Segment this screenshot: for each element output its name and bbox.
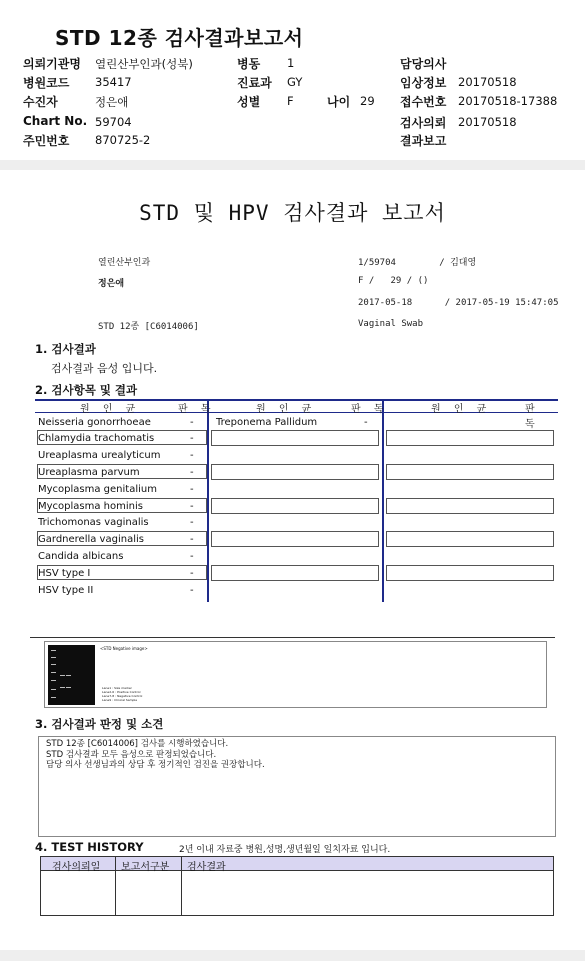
results-table xyxy=(35,399,558,602)
empty-row-box xyxy=(211,531,379,547)
value-sex: F xyxy=(287,94,294,108)
info-specimen: Vaginal Swab xyxy=(358,319,424,329)
value-requesting-institution: 열린산부인과(성북) xyxy=(95,57,193,71)
label-hospital-code: 병원코드 xyxy=(23,76,70,90)
pathogen-name: Trichomonas vaginalis xyxy=(38,517,149,528)
history-col-report-type: 보고서구분 xyxy=(121,862,170,873)
value-receipt-number: 20170518-17388 xyxy=(458,94,558,108)
info-chart-doctor: 1/59704 / 김대영 xyxy=(358,258,477,268)
finding-line: STD 검사결과 모두 음성으로 판정되었습니다. xyxy=(46,749,217,760)
section2-heading: 2. 검사항목 및 결과 xyxy=(35,383,138,397)
empty-row-box xyxy=(386,498,554,514)
pathogen-result: - xyxy=(190,534,194,545)
label-result-report: 결과보고 xyxy=(400,134,447,148)
gel-legend-item: Lane9 : Clinical Sample xyxy=(102,698,138,702)
pathogen-name: Ureaplasma urealyticum xyxy=(38,450,161,461)
info-clinic: 열린산부인과 xyxy=(98,258,151,268)
gel-legend-item: Lane2-6 : Positive Control xyxy=(102,690,141,694)
col-header-result-1: 판 독 xyxy=(178,404,216,415)
pathogen-result: - xyxy=(190,467,194,478)
value-clinical-info: 20170518 xyxy=(458,75,517,89)
pathogen-result: - xyxy=(190,551,194,562)
label-receipt-number: 접수번호 xyxy=(400,95,447,109)
pathogen-result: - xyxy=(190,484,194,495)
finding-line: 담당 의사 선생님과의 상담 후 정기적인 검진을 권장합니다. xyxy=(46,760,265,770)
history-col-result: 검사결과 xyxy=(187,862,226,873)
value-ward: 1 xyxy=(287,56,295,70)
empty-row-box xyxy=(386,430,554,446)
empty-row-box xyxy=(386,565,554,581)
gel-legend-item: Lane7-8 : Negative Control xyxy=(102,694,143,698)
section4-heading: 4. TEST HISTORY xyxy=(35,840,144,854)
value-test-request: 20170518 xyxy=(458,115,517,129)
gel-legend xyxy=(102,686,142,702)
label-chart-no: Chart No. xyxy=(23,114,88,128)
label-department: 진료과 xyxy=(237,76,272,90)
pathogen-name: Treponema Pallidum xyxy=(216,417,318,428)
empty-row-box xyxy=(211,430,379,446)
col-header-pathogen-2: 원 인 균 xyxy=(256,404,317,415)
page-bottom-gap xyxy=(0,950,585,961)
header-title: STD 12종 검사결과보고서 xyxy=(55,26,304,50)
label-attending-doctor: 담당의사 xyxy=(400,57,447,71)
pathogen-result: - xyxy=(190,501,194,512)
pathogen-result: - xyxy=(190,517,194,528)
pathogen-result: - xyxy=(190,433,194,444)
info-patient: 정은애 xyxy=(98,279,125,289)
pathogen-result: - xyxy=(364,417,368,428)
label-resident-number: 주민번호 xyxy=(23,134,70,148)
pathogen-result: - xyxy=(190,568,194,579)
history-header-row xyxy=(41,857,553,871)
pathogen-name: HSV type I xyxy=(38,568,91,579)
empty-row-box xyxy=(211,464,379,480)
section1-heading: 1. 검사결과 xyxy=(35,342,96,356)
report-page xyxy=(0,170,585,950)
value-department: GY xyxy=(287,75,303,89)
col-header-result-3: 판 독 xyxy=(525,404,540,430)
gel-title: <STD Negative image> xyxy=(100,646,148,651)
gel-electrophoresis-image xyxy=(48,645,95,705)
value-resident-number: 870725-2 xyxy=(95,133,151,147)
col-header-pathogen-3: 원 인 균 xyxy=(431,404,492,415)
label-clinical-info: 임상정보 xyxy=(400,76,447,90)
history-col-request-date: 검사의뢰일 xyxy=(52,862,101,873)
history-note: 2년 이내 자료중 병원,성명,생년월일 일치자료 입니다. xyxy=(179,845,391,855)
findings-box xyxy=(38,736,556,837)
pathogen-name: Mycoplasma genitalium xyxy=(38,484,157,495)
section3-heading: 3. 검사결과 판정 및 소견 xyxy=(35,717,164,731)
pathogen-name: Candida albicans xyxy=(38,551,124,562)
value-hospital-code: 35417 xyxy=(95,75,132,89)
gel-legend-item: Lane1 : Size marker xyxy=(102,686,132,690)
empty-row-box xyxy=(386,531,554,547)
table-divider-2 xyxy=(382,400,384,602)
info-test-code: STD 12종 [C6014006] xyxy=(98,322,199,332)
pathogen-name: Mycoplasma hominis xyxy=(38,501,143,512)
gel-image-panel xyxy=(44,641,547,708)
report-title: STD 및 HPV 검사결과 보고서 xyxy=(139,201,446,225)
pathogen-name: HSV type II xyxy=(38,585,94,596)
empty-row-box xyxy=(211,498,379,514)
pathogen-result: - xyxy=(190,450,194,461)
pathogen-name: Chlamydia trachomatis xyxy=(38,433,155,444)
label-sex: 성별 xyxy=(237,95,261,109)
empty-row-box xyxy=(386,464,554,480)
label-age: 나이 xyxy=(327,95,351,109)
section-divider xyxy=(30,637,555,638)
pathogen-name: Gardnerella vaginalis xyxy=(38,534,144,545)
history-col-divider xyxy=(181,857,182,915)
table-divider-1 xyxy=(207,400,209,602)
section1-text: 검사결과 음성 입니다. xyxy=(51,362,158,375)
finding-line: STD 12종 [C6014006] 검사를 시행하였습니다. xyxy=(46,739,229,749)
col-header-pathogen-1: 원 인 균 xyxy=(80,404,141,415)
info-dates: 2017-05-18 / 2017-05-19 15:47:05 xyxy=(358,298,559,308)
col-header-result-2: 판 독 xyxy=(351,404,389,415)
value-patient: 정은애 xyxy=(95,95,129,109)
value-age: 29 xyxy=(360,94,375,108)
label-patient: 수진자 xyxy=(23,95,58,109)
history-col-divider xyxy=(115,857,116,915)
label-test-request: 검사의뢰 xyxy=(400,116,447,130)
label-ward: 병동 xyxy=(237,57,261,71)
pathogen-name: Ureaplasma parvum xyxy=(38,467,140,478)
page-separator xyxy=(0,160,585,170)
test-history-table xyxy=(40,856,554,916)
empty-row-box xyxy=(211,565,379,581)
pathogen-result: - xyxy=(190,417,194,428)
value-chart-no: 59704 xyxy=(95,115,132,129)
report-header xyxy=(0,0,585,160)
pathogen-name: Neisseria gonorrhoeae xyxy=(38,417,151,428)
info-sex-age: F / 29 / () xyxy=(358,276,429,286)
pathogen-result: - xyxy=(190,585,194,596)
label-requesting-institution: 의뢰기관명 xyxy=(23,57,81,71)
